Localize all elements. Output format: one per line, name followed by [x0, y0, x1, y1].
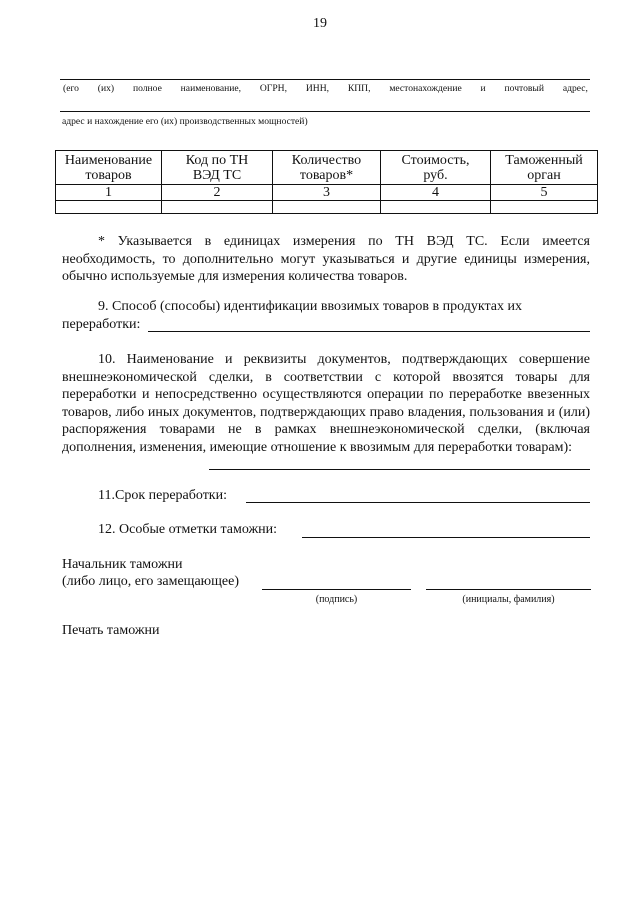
table-header-row: [56, 151, 598, 185]
name-caption: (инициалы, фамилия): [462, 594, 555, 605]
table-cell[interactable]: [381, 201, 491, 214]
table-column-numbers-row: [56, 185, 598, 201]
column-number: 4: [381, 185, 491, 201]
applicant-caption-line2: адрес и нахождение его (их) производственных мощностей): [62, 116, 308, 127]
applicant-name-line: [60, 79, 590, 80]
item-10-text: 10. Наименование и реквизиты документов, подтверждающих совершение внешнеэкономической сделки, в соответствии с которой ввозятся товары для переработки и непосредственно осуществляются операции по переработке ввезенных товаров, либо иных документов, подтверждающих право владения, пользования и (или) распоряжения товарами не в рамках внешнеэкономической сделки, (включая дополнения, изменения, имеющие отношение к ввозимым для переработки товарам):: [62, 352, 590, 455]
caption-word: почтовый: [504, 83, 544, 94]
item-12-fill-line[interactable]: [302, 537, 590, 538]
caption-word: адрес,: [562, 83, 588, 94]
signatory-title: Начальник таможни: [62, 557, 183, 572]
item-11-fill-line[interactable]: [246, 502, 590, 503]
table-cell[interactable]: [162, 201, 273, 214]
table-cell[interactable]: [56, 201, 162, 214]
column-number: 1: [56, 185, 162, 201]
caption-word: местонахождение: [389, 83, 462, 94]
seal-label: Печать таможни: [62, 623, 160, 638]
caption-word: наименование,: [180, 83, 242, 94]
column-number: 5: [491, 185, 598, 201]
caption-word: ИНН,: [305, 83, 330, 94]
signature-caption: (подпись): [315, 594, 358, 605]
footnote: * Указывается в единицах измерения по ТН ВЭД ТС. Если имеется необходимость, то дополнительно могут указываться и другие единицы измерения, обычно используемые для измерения количества товаров.: [62, 234, 590, 285]
table-header-cell: Наименование товаров: [56, 151, 162, 185]
caption-word: (его: [63, 83, 79, 94]
caption-word: ОГРН,: [259, 83, 288, 94]
table-cell[interactable]: [273, 201, 381, 214]
table-header-cell: Стоимость, руб.: [381, 151, 491, 185]
name-line[interactable]: [426, 589, 591, 590]
item-9-fill-line[interactable]: [148, 331, 590, 332]
applicant-address-line: [60, 111, 590, 112]
caption-word: полное: [132, 83, 162, 94]
item-9-line2: [62, 316, 140, 333]
goods-table: [55, 150, 598, 214]
page-number: 19: [313, 16, 327, 31]
column-number: 3: [273, 185, 381, 201]
table-header-cell: Код по ТН ВЭД ТС: [162, 151, 273, 185]
applicant-caption-line1: [63, 83, 588, 94]
table-empty-row[interactable]: [56, 201, 598, 214]
caption-word: и: [480, 83, 486, 94]
item-9-text: 9. Способ (способы) идентификации ввозимых товаров в продуктах их: [98, 299, 522, 314]
item-12-label: 12. Особые отметки таможни:: [98, 522, 278, 537]
item-10-fill-line[interactable]: [209, 469, 590, 470]
table-header-cell: Количество товаров*: [273, 151, 381, 185]
item-9-label: переработки:: [62, 317, 141, 332]
caption-word: (их): [97, 83, 115, 94]
table-cell[interactable]: [491, 201, 598, 214]
item-11-label: 11.Срок переработки:: [98, 488, 227, 503]
signature-line[interactable]: [262, 589, 411, 590]
table-header-cell: Таможенный орган: [491, 151, 598, 185]
column-number: 2: [162, 185, 273, 201]
signatory-title-line2: (либо лицо, его замещающее): [62, 574, 239, 589]
caption-word: КПП,: [347, 83, 371, 94]
